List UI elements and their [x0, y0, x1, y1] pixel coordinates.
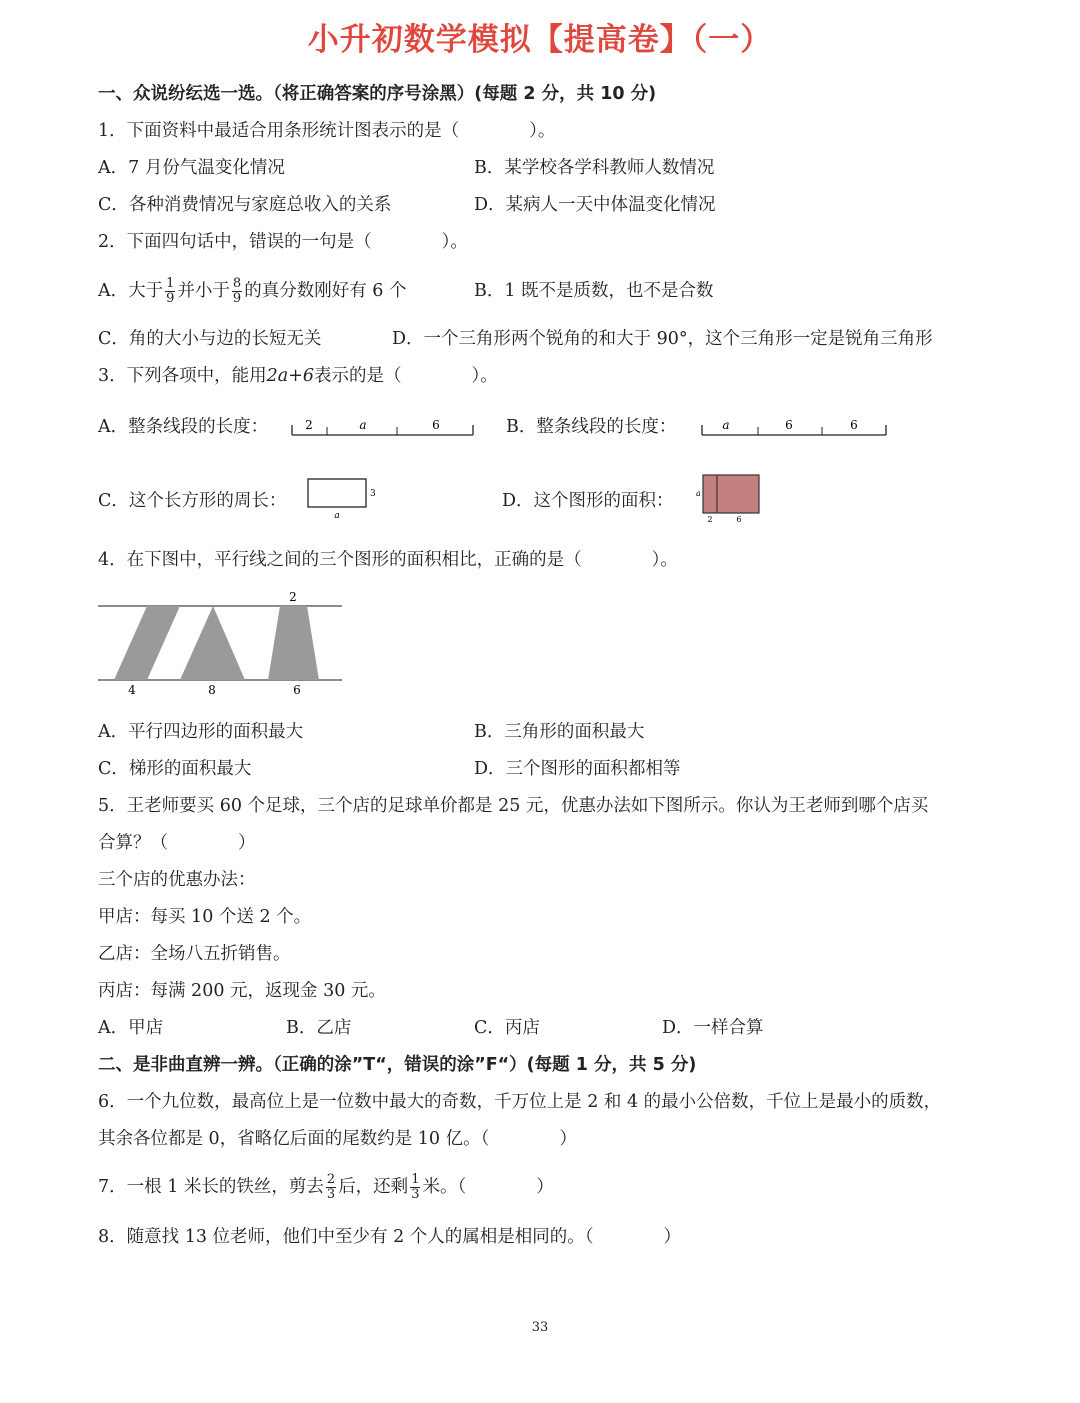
page-title: 小升初数学模拟【提高卷】（一） [307, 22, 773, 58]
segment-label: 6 [850, 418, 858, 432]
fraction-two-thirds [326, 1173, 336, 1202]
question-6-stem: 6．一个九位数，最高位上是一位数中最大的奇数，千万位上是 2 和 4 的最小公倍数，千位上是最小的质数， [98, 1092, 942, 1112]
stem-suffix: 表示的是（ ）。 [314, 366, 498, 386]
segment-label: 6 [432, 418, 440, 432]
trapezoid-shape [268, 606, 319, 680]
area-side-label: a [696, 489, 701, 498]
fraction-eight-ninths [232, 277, 242, 306]
section-2-heading: 二、是非曲直辨一辨。（正确的涂”T“，错误的涂”F“）(每题 1 分，共 5 分) [98, 1055, 697, 1075]
stem-suffix: 米。（ ） [422, 1177, 554, 1197]
triangle-shape [180, 606, 245, 680]
question-3-option-b: B．整条线段的长度： [506, 417, 677, 437]
fraction-denominator: 3 [411, 1187, 420, 1202]
question-5-option-b: B．乙店 [286, 1018, 352, 1038]
rectangle-diagram-c [304, 476, 384, 522]
segment-label: 2 [305, 418, 313, 432]
option-a-prefix: A．大于 [98, 281, 164, 301]
stem-middle: 后，还剩 [338, 1177, 409, 1197]
fraction-denominator: 9 [166, 291, 175, 306]
question-1-option-c: C．各种消费情况与家庭总收入的关系 [98, 195, 392, 215]
question-5-option-a: A．甲店 [98, 1018, 164, 1038]
fraction-numerator: 1 [166, 276, 175, 291]
question-4-stem: 4．在下图中，平行线之间的三个图形的面积相比，正确的是（ ）。 [98, 550, 678, 570]
question-5-option-c: C．丙店 [474, 1018, 540, 1038]
question-5-stem: 5．王老师要买 60 个足球，三个店的足球单价都是 25 元，优惠办法如下图所示。你认为王老师到哪个店买 [98, 796, 929, 816]
question-1-option-b: B．某学校各学科教师人数情况 [474, 158, 715, 178]
fraction-denominator: 9 [232, 291, 242, 306]
algebraic-expression: 2a+6 [266, 366, 315, 386]
area-bottom-label: 2 [707, 515, 713, 524]
fraction-numerator: 8 [232, 276, 242, 291]
section-1-heading: 一、众说纷纭选一选。（将正确答案的序号涂黑）(每题 2 分，共 10 分) [98, 84, 657, 104]
area-bottom-label: 6 [736, 515, 742, 524]
question-7-stem [98, 1172, 554, 1202]
bottom-length-label: 6 [293, 683, 301, 697]
question-2-option-c: C．角的大小与边的长短无关 [98, 329, 322, 349]
segment-diagram-a [290, 414, 476, 440]
question-3-option-a: A．整条线段的长度： [98, 417, 269, 437]
question-6-stem-continued: 其余各位都是 0，省略亿后面的尾数约是 10 亿。（ ） [98, 1129, 577, 1149]
segment-label: 6 [785, 418, 793, 432]
rectangle-side-label: 3 [370, 489, 376, 499]
discount-heading: 三个店的优惠办法： [98, 870, 256, 890]
question-2-option-d: D．一个三角形两个锐角的和大于 90°，这个三角形一定是锐角三角形 [392, 329, 933, 349]
question-3-stem [98, 364, 498, 388]
question-1-option-a: A．7 月份气温变化情况 [98, 158, 285, 178]
area-diagram-d [692, 470, 764, 526]
question-4-option-b: B．三角形的面积最大 [474, 722, 645, 742]
question-3-option-d: D．这个图形的面积： [502, 491, 674, 511]
question-1-stem: 1．下面资料中最适合用条形统计图表示的是（ ）。 [98, 121, 556, 141]
bottom-length-label: 8 [208, 683, 216, 697]
segment-label: a [359, 418, 367, 432]
shop-yi-offer: 乙店：全场八五折销售。 [98, 944, 291, 964]
fraction-denominator: 3 [326, 1187, 336, 1202]
segment-label: a [722, 418, 730, 432]
question-3-option-c: C．这个长方形的周长： [98, 491, 287, 511]
question-2-option-b: B．1 既不是质数，也不是合数 [474, 281, 714, 301]
question-1-option-d: D．某病人一天中体温变化情况 [474, 195, 716, 215]
fraction-one-ninth [165, 277, 175, 306]
fraction-numerator: 2 [326, 1172, 336, 1187]
question-2-option-a [98, 276, 406, 306]
stem-prefix: 3．下列各项中，能用 [98, 366, 267, 386]
parallelogram-shape [114, 606, 180, 680]
segment-diagram-b [700, 414, 890, 440]
page-number: 33 [531, 1320, 549, 1335]
parallel-lines-figure [96, 586, 346, 700]
shop-bing-offer: 丙店：每满 200 元，返现金 30 元。 [98, 981, 386, 1001]
question-4-option-c: C．梯形的面积最大 [98, 759, 252, 779]
question-2-stem: 2．下面四句话中，错误的一句是（ ）。 [98, 232, 468, 252]
shop-jia-offer: 甲店：每买 10 个送 2 个。 [98, 907, 312, 927]
option-a-suffix: 的真分数刚好有 6 个 [244, 281, 407, 301]
bottom-length-label: 4 [128, 683, 136, 697]
question-8-stem: 8．随意找 13 位老师，他们中至少有 2 个人的属相是相同的。（ ） [98, 1227, 682, 1247]
question-4-option-a: A．平行四边形的面积最大 [98, 722, 304, 742]
rectangle-bottom-label: a [334, 511, 340, 521]
option-a-middle: 并小于 [177, 281, 230, 301]
question-5-stem-continued: 合算？（ ） [98, 833, 256, 853]
top-length-label: 2 [289, 590, 297, 604]
stem-prefix: 7．一根 1 米长的铁丝，剪去 [98, 1177, 324, 1197]
question-5-option-d: D．一样合算 [662, 1018, 764, 1038]
fraction-numerator: 1 [411, 1172, 420, 1187]
question-4-option-d: D．三个图形的面积都相等 [474, 759, 681, 779]
fraction-one-third [410, 1173, 420, 1202]
